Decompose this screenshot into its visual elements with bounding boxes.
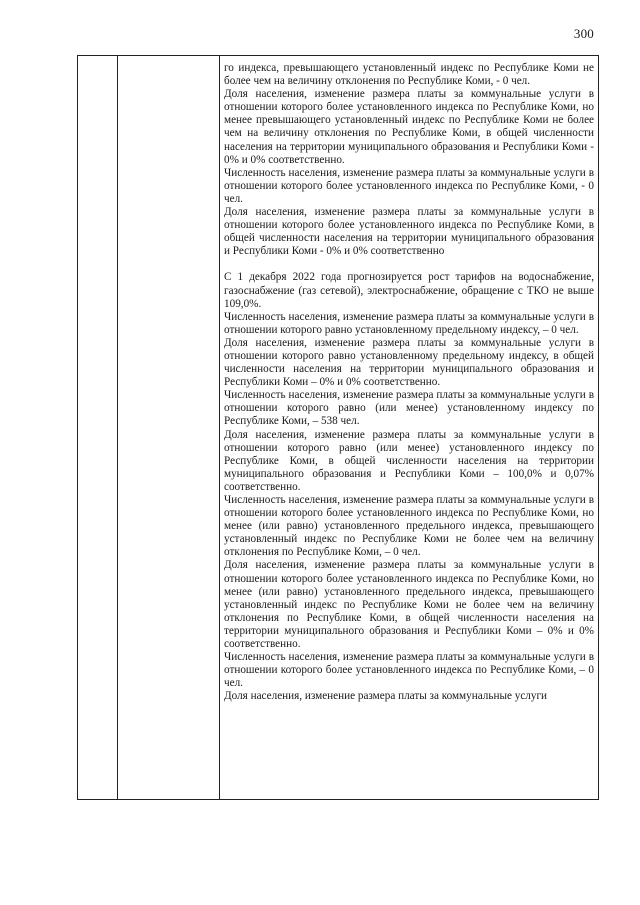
paragraph: Численность населения, изменение размера платы за коммунальные услуги в отношении которого равно установленному предельному индексу, – 0 чел. [224,310,594,336]
document-table [77,55,599,800]
paragraph: Численность населения, изменение размера платы за коммунальные услуги в отношении которого более установленного индекса по Республике Коми, – 0 чел. [224,651,594,690]
paragraph: Доля населения, изменение размера платы за коммунальные услуги в отношении которого более установленного индекса по Республике Коми, но менее (или равно) установленного предельного индекса, превышающего установленный индекс по Республике Коми не более чем на величину отклонения по Республике Коми, в общей численности населения на территории муниципального образования и Республики Коми – 0% и 0% соответственно. [224,559,594,651]
paragraph: го индекса, превышающего установленный индекс по Республике Коми не более чем на величину отклонения по Республике Коми, - 0 чел. [224,62,594,88]
paragraph: Численность населения, изменение размера платы за коммунальные услуги в отношении которого равно (или менее) установленному индексу по Республике Коми, – 538 чел. [224,389,594,428]
paragraph: Доля населения, изменение размера платы за коммунальные услуги в отношении которого равно (или менее) установленного индексу по Республике Коми, в общей численности населения на территории муниципального образования и Республики Коми – 100,0% и 0,07% соответственно. [224,428,594,493]
table-column-empty-1 [78,56,118,799]
page-number: 300 [573,26,594,41]
paragraph: Численность населения, изменение размера платы за коммунальные услуги в отношении которого более установленного индекса по Республике Коми, - 0 чел. [224,166,594,205]
table-column-text [220,56,598,799]
table-column-empty-2 [118,56,220,799]
paragraph: Доля населения, изменение размера платы за коммунальные услуги в отношении которого более установленного индекса по Республике Коми, но менее превышающего установленный индекс по Республике Коми не более чем на величину отклонения по Республике Коми, в общей численности населения на территории муниципального образования и Республики Коми - 0% и 0% соответственно. [224,88,594,166]
paragraph: Доля населения, изменение размера платы за коммунальные услуги в отношении которого более установленного индекса по Республике Коми, в общей численности населения на территории муниципального образования и Республики Коми - 0% и 0% соответственно [224,206,594,258]
paragraph: С 1 декабря 2022 года прогнозируется рост тарифов на водоснабжение, газоснабжение (газ сетевой), электроснабжение, обращение с ТКО не выше 109,0%. [224,271,594,310]
paragraph: Доля населения, изменение размера платы за коммунальные услуги [224,690,548,703]
paragraph: Доля населения, изменение размера платы за коммунальные услуги в отношении которого равно установленному предельному индексу, в общей численности населения на территории муниципального образования и Республики Коми – 0% и 0% соответственно. [224,336,594,389]
paragraph: Численность населения, изменение размера платы за коммунальные услуги в отношении которого более установленного индекса по Республике Коми, но менее (или равно) установленного предельного индекса, превышающего установленный индекс по Республике Коми не более чем на величину отклонения по Республике Коми, – 0 чел. [224,494,594,559]
